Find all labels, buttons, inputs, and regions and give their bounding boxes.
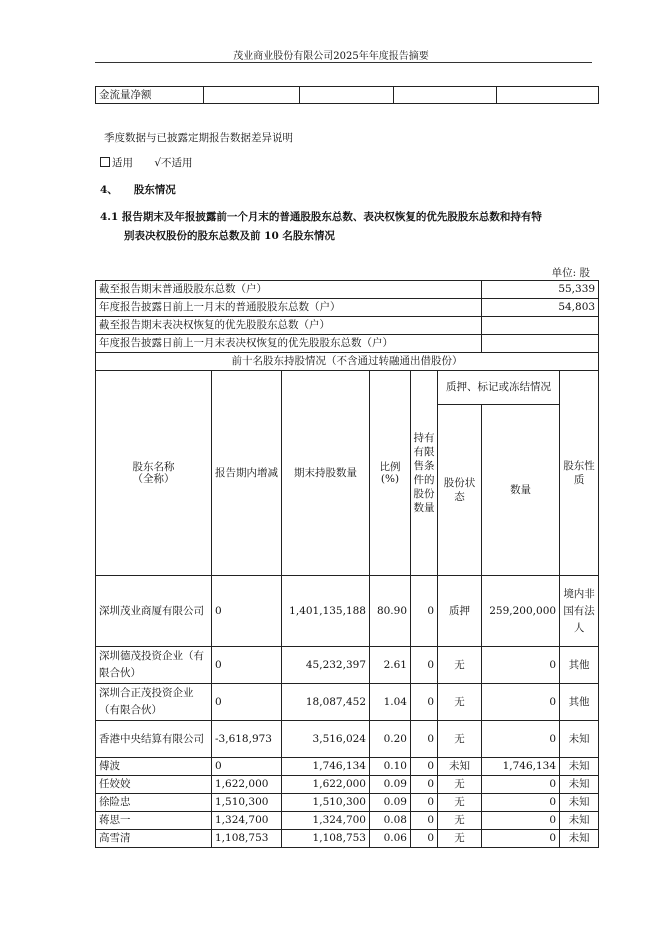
cashflow-row (96, 87, 599, 104)
header-divider (95, 62, 592, 63)
holder-restricted: 0 (411, 794, 438, 812)
holder-qty: 259,200,000 (482, 576, 560, 647)
holder-name: 蒋思一 (96, 812, 212, 830)
holder-restricted: 0 (411, 758, 438, 776)
holder-nature: 其他 (560, 684, 599, 721)
top10-title-row (96, 353, 599, 371)
holder-nature: 未知 (560, 830, 599, 848)
holder-nature: 未知 (560, 721, 599, 758)
summary-label: 年度报告披露日前上一月末的普通股股东总数（户） (96, 299, 482, 317)
holder-row (96, 647, 599, 684)
holder-qty: 1,746,134 (482, 758, 560, 776)
col-held: 期末持股数量 (282, 371, 370, 576)
holder-change: 1,108,753 (212, 830, 282, 848)
summary-value: 55,339 (482, 281, 599, 299)
summary-row (96, 299, 599, 317)
holder-row (96, 684, 599, 721)
holder-change: 0 (212, 576, 282, 647)
holder-ratio: 0.08 (370, 812, 411, 830)
holder-held: 1,401,135,188 (282, 576, 370, 647)
column-header-row (96, 371, 599, 405)
page-header: 茂业商业股份有限公司2025年年度报告摘要 (233, 51, 429, 62)
summary-row (96, 317, 599, 335)
holder-name: 任姣姣 (96, 776, 212, 794)
holder-change: 0 (212, 684, 282, 721)
shareholder-table (95, 280, 599, 848)
holder-qty: 0 (482, 776, 560, 794)
holder-change: -3,618,973 (212, 721, 282, 758)
holder-ratio: 0.20 (370, 721, 411, 758)
holder-held: 1,746,134 (282, 758, 370, 776)
holder-row (96, 812, 599, 830)
holder-status: 无 (438, 776, 482, 794)
holder-change: 0 (212, 647, 282, 684)
holder-ratio: 2.61 (370, 647, 411, 684)
cashflow-table (95, 86, 599, 104)
cashflow-cell (204, 87, 300, 104)
unit-label: 单位: 股 (551, 267, 590, 279)
option-no: √不适用 (154, 157, 193, 169)
holder-name: 深圳茂业商厦有限公司 (96, 576, 212, 647)
summary-row (96, 281, 599, 299)
holder-restricted: 0 (411, 576, 438, 647)
summary-label: 截至报告期末普通股股东总数（户） (96, 281, 482, 299)
cashflow-label: 金流量净额 (96, 87, 204, 104)
holder-held: 1,622,000 (282, 776, 370, 794)
holder-nature: 未知 (560, 794, 599, 812)
summary-value (482, 335, 599, 353)
holder-ratio: 1.04 (370, 684, 411, 721)
holder-row (96, 721, 599, 758)
holder-ratio: 0.09 (370, 794, 411, 812)
holder-status: 无 (438, 647, 482, 684)
holder-name: 香港中央结算有限公司 (96, 721, 212, 758)
col-pledge-status: 股份状态 (438, 405, 482, 576)
holder-restricted: 0 (411, 830, 438, 848)
holder-held: 1,510,300 (282, 794, 370, 812)
checkbox-icon (100, 157, 110, 167)
holder-nature: 未知 (560, 758, 599, 776)
col-pledge-group: 质押、标记或冻结情况 (438, 371, 560, 405)
holder-held: 1,324,700 (282, 812, 370, 830)
holder-nature: 未知 (560, 776, 599, 794)
summary-value: 54,803 (482, 299, 599, 317)
holder-qty: 0 (482, 684, 560, 721)
top10-title: 前十名股东持股情况（不含通过转融通出借股份） (96, 353, 599, 371)
applicable-options (100, 155, 193, 170)
holder-status: 无 (438, 812, 482, 830)
holder-status: 无 (438, 830, 482, 848)
holder-change: 1,622,000 (212, 776, 282, 794)
holder-name: 徐险忠 (96, 794, 212, 812)
summary-row (96, 335, 599, 353)
holder-change: 1,324,700 (212, 812, 282, 830)
holder-qty: 0 (482, 721, 560, 758)
holder-restricted: 0 (411, 812, 438, 830)
summary-value (482, 317, 599, 335)
holder-qty: 0 (482, 812, 560, 830)
holder-name: 傅波 (96, 758, 212, 776)
holder-row (96, 830, 599, 848)
cashflow-cell (497, 87, 599, 104)
holder-held: 45,232,397 (282, 647, 370, 684)
holder-qty: 0 (482, 647, 560, 684)
holder-held: 1,108,753 (282, 830, 370, 848)
holder-restricted: 0 (411, 776, 438, 794)
holder-restricted: 0 (411, 647, 438, 684)
holder-restricted: 0 (411, 684, 438, 721)
holder-row (96, 576, 599, 647)
col-ratio: 比例(%) (370, 371, 411, 576)
holder-held: 3,516,024 (282, 721, 370, 758)
holder-status: 未知 (438, 758, 482, 776)
holder-status: 质押 (438, 576, 482, 647)
holder-ratio: 0.10 (370, 758, 411, 776)
section-41-heading-line2: 别表决权股份的股东总数及前 10 名股东情况 (124, 230, 335, 242)
holder-restricted: 0 (411, 721, 438, 758)
col-change: 报告期内增减 (212, 371, 282, 576)
summary-label: 截至报告期末表决权恢复的优先股股东总数（户） (96, 317, 482, 335)
holder-status: 无 (438, 794, 482, 812)
section-41-heading-line1: 4.1 报告期末及年报披露前一个月末的普通股股东总数、表决权恢复的优先股股东总数和持有特 (100, 211, 542, 223)
summary-label: 年度报告披露日前上一月末表决权恢复的优先股股东总数（户） (96, 335, 482, 353)
holder-ratio: 80.90 (370, 576, 411, 647)
holder-name: 高雪清 (96, 830, 212, 848)
section-4-number: 4、 (100, 184, 118, 196)
holder-qty: 0 (482, 830, 560, 848)
holder-qty: 0 (482, 794, 560, 812)
option-yes: 适用 (112, 157, 133, 169)
holder-row (96, 758, 599, 776)
section-4-title: 股东情况 (133, 184, 176, 196)
holder-ratio: 0.09 (370, 776, 411, 794)
col-name-line2: （全称） (132, 473, 175, 485)
holder-change: 0 (212, 758, 282, 776)
holder-status: 无 (438, 684, 482, 721)
holder-row (96, 794, 599, 812)
col-pledge-qty: 数量 (482, 405, 560, 576)
section-4-heading (100, 182, 176, 197)
holder-name: 深圳德茂投资企业（有限合伙） (96, 647, 212, 684)
holder-ratio: 0.06 (370, 830, 411, 848)
cashflow-cell (300, 87, 394, 104)
col-name-line1: 股东名称 (132, 460, 175, 473)
holder-nature: 未知 (560, 812, 599, 830)
holder-nature: 境内非国有法人 (560, 576, 599, 647)
cashflow-cell (394, 87, 497, 104)
col-restricted: 持有有限售条件的股份数量 (411, 371, 438, 576)
holder-held: 18,087,452 (282, 684, 370, 721)
holder-nature: 其他 (560, 647, 599, 684)
holder-status: 无 (438, 721, 482, 758)
holder-change: 1,510,300 (212, 794, 282, 812)
holder-row (96, 776, 599, 794)
seasonal-note: 季度数据与已披露定期报告数据差异说明 (104, 132, 293, 144)
holder-name: 深圳合正茂投资企业（有限合伙） (96, 684, 212, 721)
col-name (96, 371, 212, 576)
col-nature: 股东性质 (560, 371, 599, 576)
